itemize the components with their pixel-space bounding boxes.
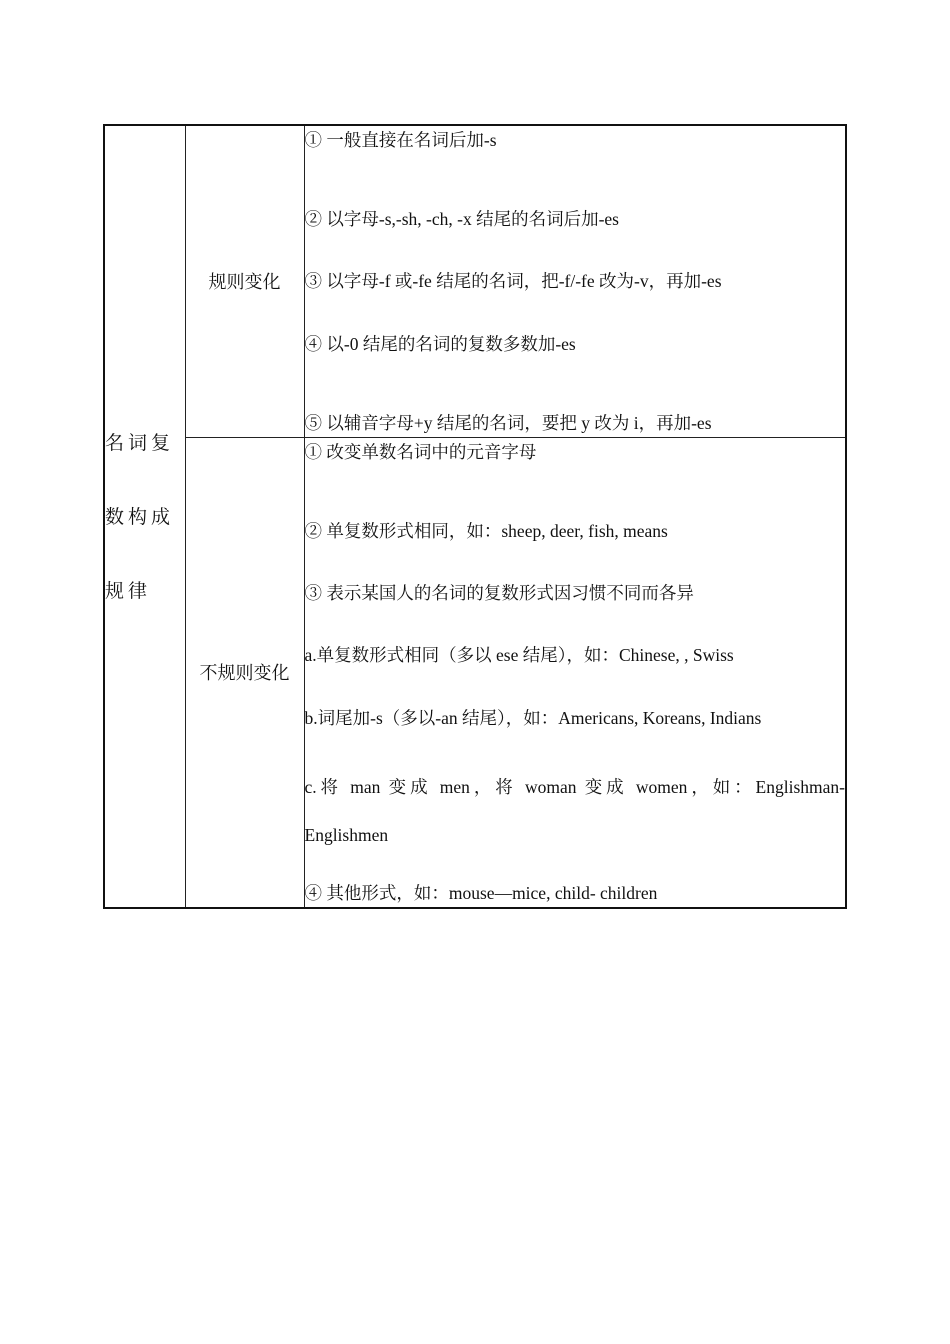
main-category-line: 规律: [105, 579, 152, 602]
main-category-line: 名词复: [105, 431, 175, 454]
rule-item: ④ 其他形式，如：mouse—mice, child- children: [304, 883, 658, 904]
rule-item: ① 一般直接在名词后加-s: [304, 130, 497, 150]
rule-item: ④ 以-0 结尾的名词的复数多数加-es: [304, 333, 576, 354]
irregular-change-label: 不规则变化: [185, 437, 304, 908]
rule-item: ③ 表示某国人的名词的复数形式因习惯不同而各异: [304, 583, 694, 604]
rule-item: ② 单复数形式相同，如：sheep, deer, fish, means: [304, 520, 668, 541]
rule-item: b.词尾加-s（多以-an 结尾），如：Americans, Koreans, Indians: [304, 707, 762, 728]
main-category-line: 数构成: [105, 505, 175, 528]
main-category-cell: [104, 125, 185, 908]
rule-item: ③ 以字母-f 或-fe 结尾的名词，把-f/-fe 改为-v，再加-es: [304, 271, 722, 292]
regular-change-label: 规则变化: [185, 125, 304, 437]
rule-item: ② 以字母-s,-sh, -ch, -x 结尾的名词后加-es: [304, 209, 619, 229]
noun-plural-rules-table: [103, 124, 847, 909]
rule-item: ① 改变单数名词中的元音字母: [304, 441, 537, 462]
irregular-rules-cell: [304, 437, 846, 908]
table-row: [104, 125, 846, 437]
rule-item: c.将 man 变成 men，将 woman 变成 women，如：Englishman-Englishmen: [304, 777, 845, 846]
table-row: [104, 437, 846, 908]
rule-item: ⑤ 以辅音字母+y 结尾的名词，要把 y 改为 i，再加-es: [304, 412, 712, 433]
regular-rules-cell: [304, 125, 846, 437]
rule-item: a.单复数形式相同（多以 ese 结尾），如：Chinese, , Swiss: [304, 645, 734, 666]
